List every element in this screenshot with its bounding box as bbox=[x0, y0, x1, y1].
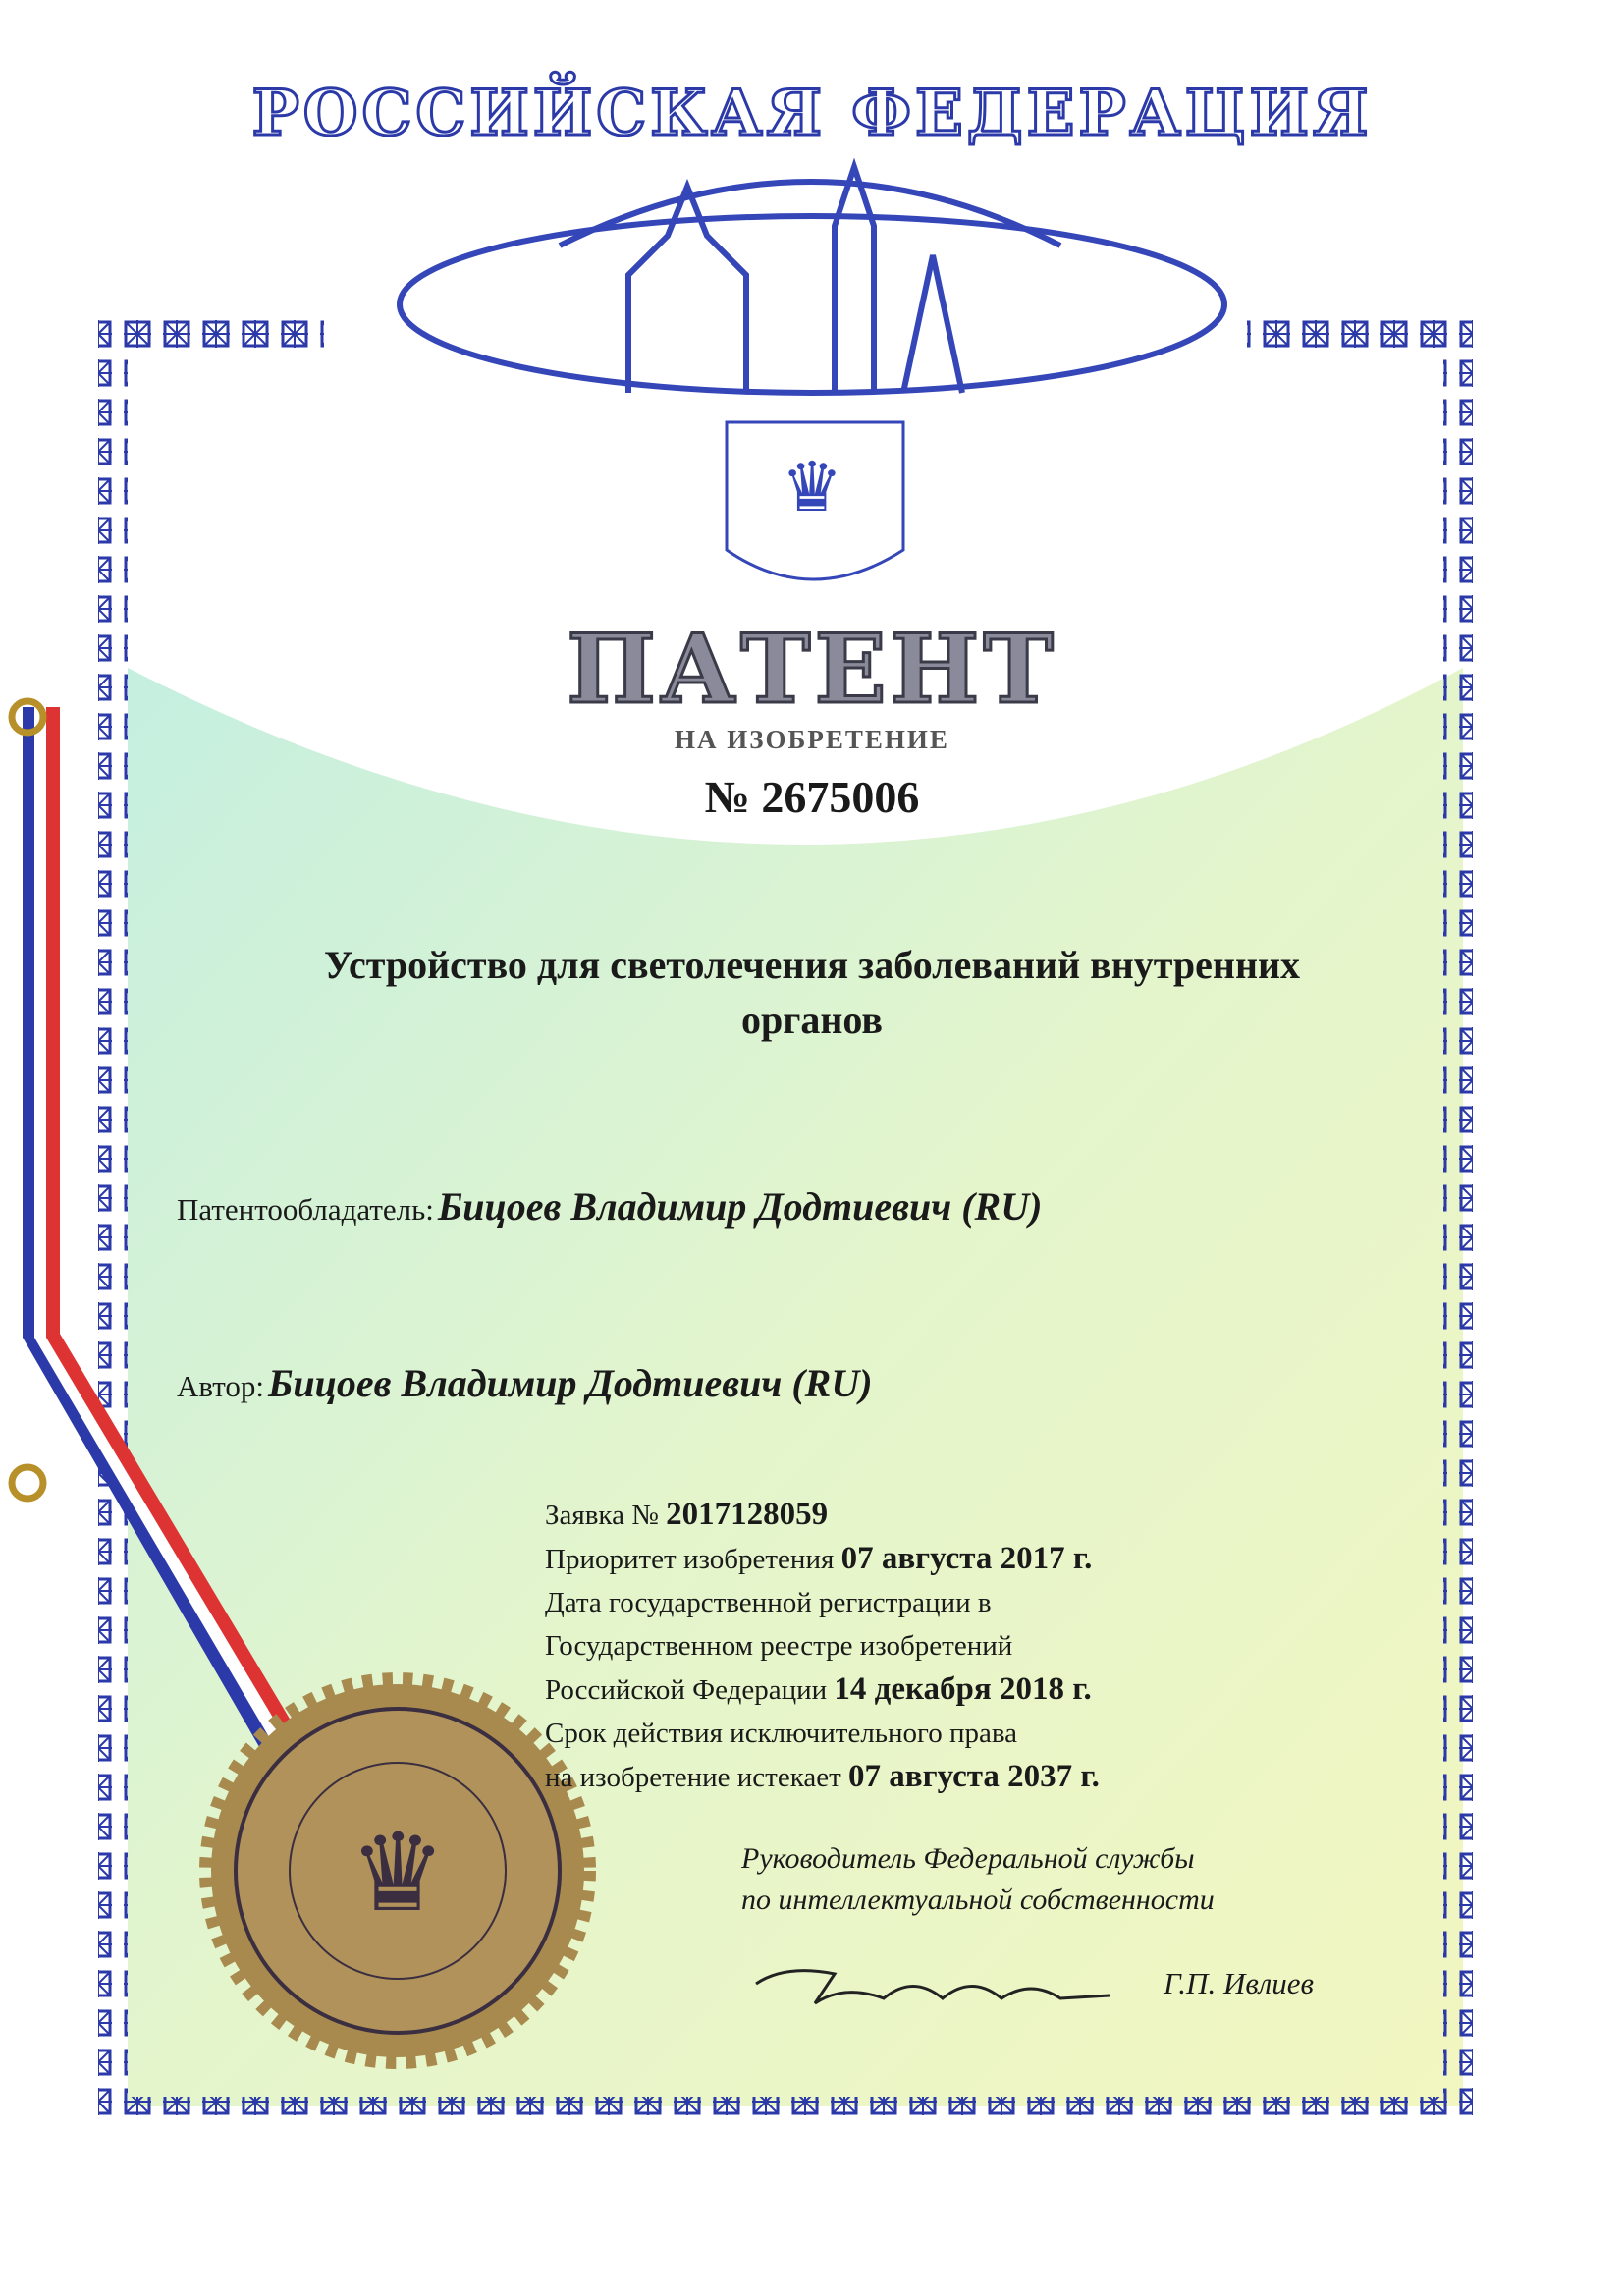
holder-label: Патентообладатель: bbox=[177, 1192, 434, 1227]
title-line: органов bbox=[740, 998, 884, 1042]
document-subtype: НА ИЗОБРЕТЕНИЕ bbox=[675, 725, 949, 754]
svg-text:♛: ♛ bbox=[349, 1814, 447, 1934]
registration-text: Дата государственной регистрации в bbox=[545, 1587, 992, 1618]
official-seal bbox=[211, 1684, 584, 2057]
signatory-line: по интеллектуальной собственности bbox=[741, 1884, 1215, 1916]
signatory-line: Руководитель Федеральной службы bbox=[741, 1842, 1195, 1875]
country-header: РОССИЙСКАЯ ФЕДЕРАЦИЯ bbox=[251, 77, 1373, 150]
author-label: Автор: bbox=[177, 1369, 265, 1403]
patent-number: № 2675006 bbox=[704, 772, 920, 822]
signatory-name: Г.П. Ивлиев bbox=[1164, 1966, 1315, 2000]
application-label: Заявка № bbox=[545, 1500, 659, 1531]
priority-date: 07 августа 2017 г. bbox=[840, 1541, 1093, 1576]
kremlin-emblem-illustration bbox=[400, 167, 1224, 579]
invention-title bbox=[177, 938, 1447, 1048]
patent-holder bbox=[177, 1183, 1042, 1230]
document-type: ПАТЕНТ bbox=[567, 614, 1057, 725]
author bbox=[177, 1360, 873, 1406]
holder-value: Бицоев Владимир Додтиевич (RU) bbox=[437, 1184, 1043, 1229]
registration-text: Российской Федерации bbox=[545, 1674, 828, 1706]
registration-text: Государственном реестре изобретений bbox=[545, 1630, 1013, 1662]
svg-text:♛: ♛ bbox=[781, 451, 843, 526]
signatory-title bbox=[741, 1838, 1215, 1921]
registration-date: 14 декабря 2018 г. bbox=[834, 1671, 1092, 1707]
author-value: Бицоев Владимир Додтиевич (RU) bbox=[268, 1361, 873, 1405]
grommet-bottom bbox=[12, 1467, 43, 1499]
registration-details bbox=[545, 1493, 1100, 1799]
application-number: 2017128059 bbox=[666, 1497, 829, 1532]
expiry-text: на изобретение истекает bbox=[545, 1762, 841, 1793]
expiry-date: 07 августа 2037 г. bbox=[848, 1759, 1100, 1794]
title-line: Устройство для светолечения заболеваний внутренних bbox=[323, 943, 1301, 987]
priority-label: Приоритет изобретения bbox=[545, 1544, 835, 1575]
expiry-text: Срок действия исключительного права bbox=[545, 1718, 1018, 1749]
